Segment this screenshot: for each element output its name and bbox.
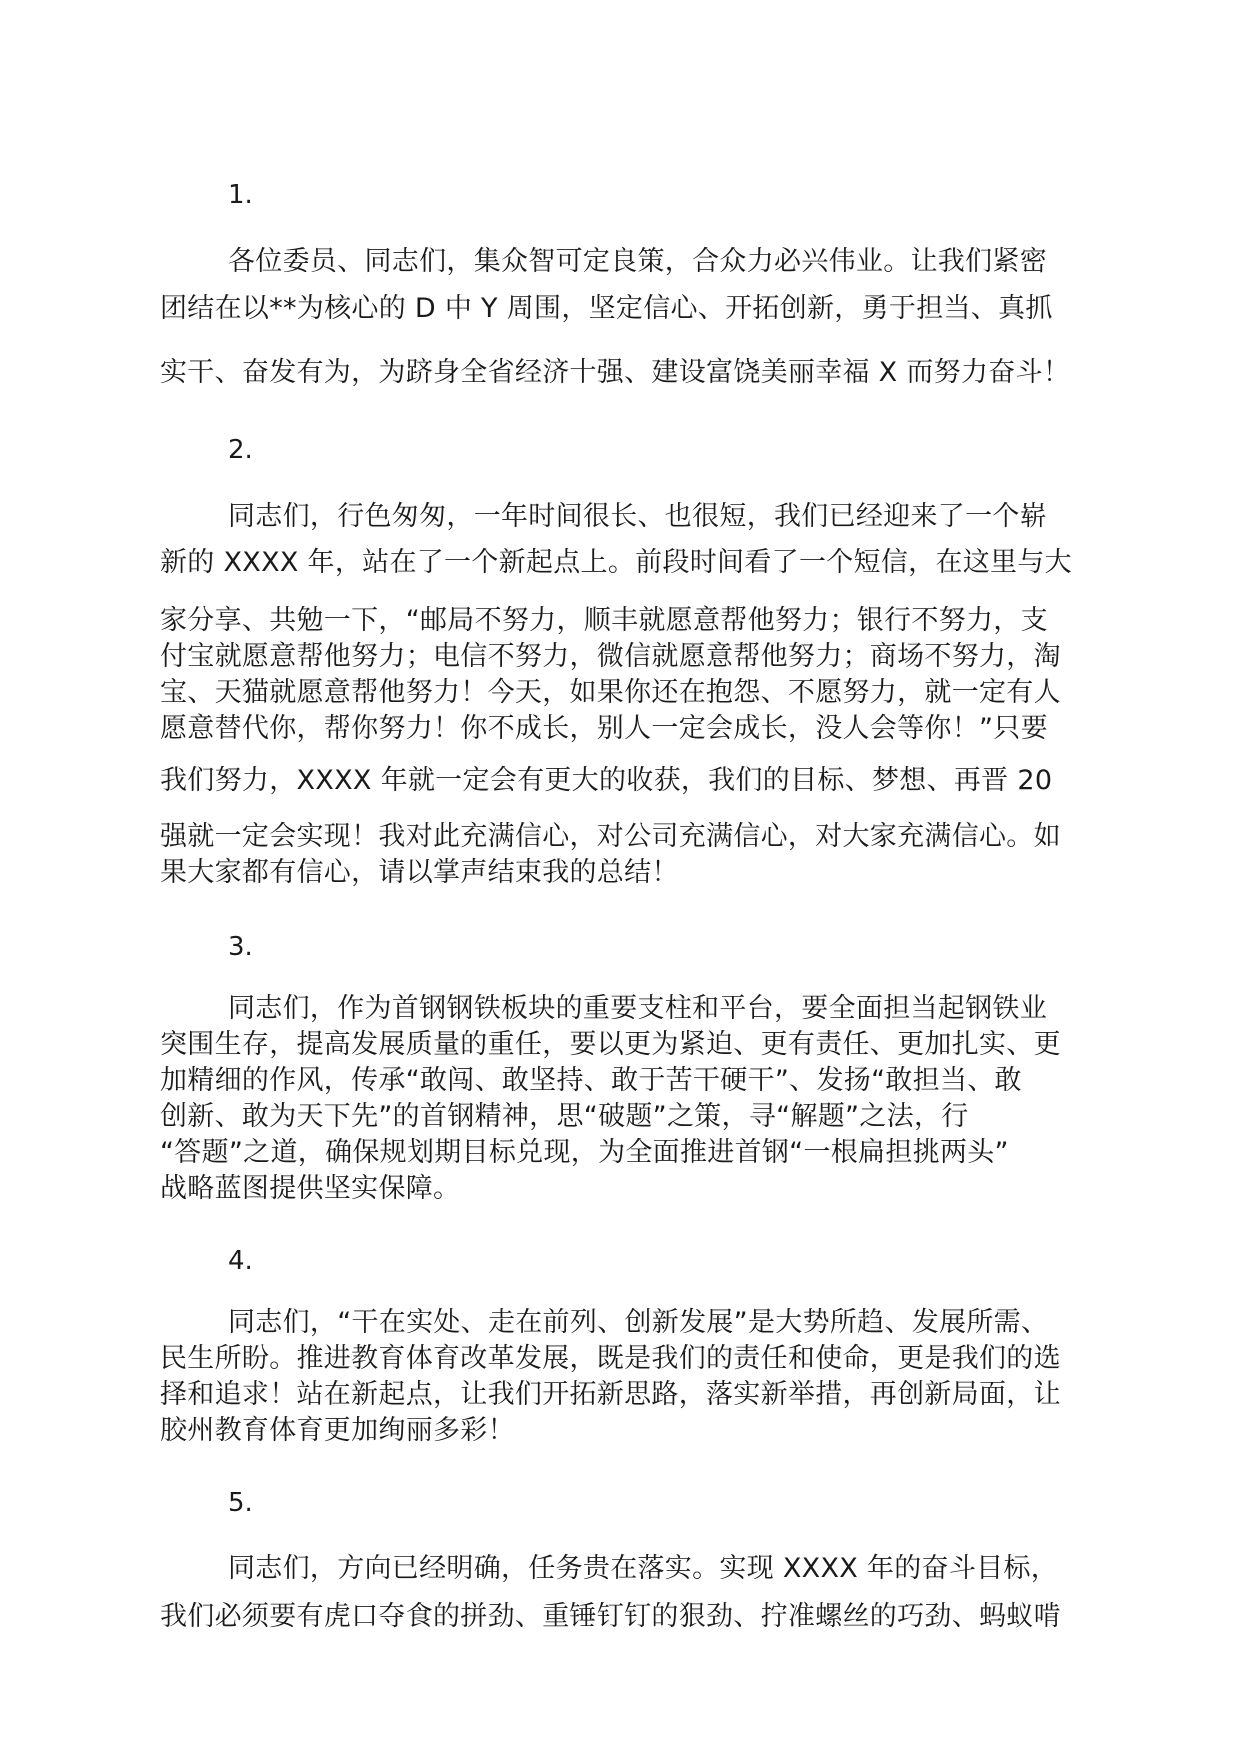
paragraph-line: 我们必须要有虎口夺食的拼劲、重锤钉钉的狠劲、拧准螺丝的巧劲、蚂蚁啃 xyxy=(160,1601,1061,1632)
section-number: 5. xyxy=(228,1488,253,1518)
paragraph-line: 战略蓝图提供坚实保障。 xyxy=(160,1173,461,1204)
paragraph-line: 同志们，行色匆匆，一年时间很长、也很短，我们已经迎来了一个崭 xyxy=(228,501,1047,532)
paragraph-line: 胶州教育体育更加绚丽多彩！ xyxy=(160,1415,515,1446)
section-number: 2. xyxy=(228,435,253,465)
paragraph-line: 择和追求！站在新起点，让我们开拓新思路，落实新举措，再创新局面，让 xyxy=(160,1379,1061,1410)
paragraph-line: 同志们，作为首钢钢铁板块的重要支柱和平台，要全面担当起钢铁业 xyxy=(228,993,1047,1024)
paragraph-line: 各位委员、同志们，集众智可定良策，合众力必兴伟业。让我们紧密 xyxy=(228,246,1047,277)
paragraph-line: 宝、天猫就愿意帮他努力！今天，如果你还在抱怨、不愿努力，就一定有人 xyxy=(160,677,1061,708)
paragraph-line: 愿意替代你，帮你努力！你不成长，别人一定会成长，没人会等你！”只要 xyxy=(160,713,1048,744)
paragraph-line: 新的 XXXX 年，站在了一个新起点上。前段时间看了一个短信，在这里与大 xyxy=(160,547,1072,578)
section-number: 1. xyxy=(228,180,253,210)
paragraph-line: 强就一定会实现！我对此充满信心，对公司充满信心，对大家充满信心。如 xyxy=(160,821,1061,852)
section-number: 3. xyxy=(228,932,253,962)
paragraph-line: 团结在以**为核心的 D 中 Y 周围，坚定信心、开拓创新，勇于担当、真抓 xyxy=(160,293,1053,324)
paragraph-line: 民生所盼。推进教育体育改革发展，既是我们的责任和使命，更是我们的选 xyxy=(160,1343,1061,1374)
section-number: 4. xyxy=(228,1246,253,1276)
paragraph-line: 创新、敢为天下先”的首钢精神，思“破题”之策，寻“解题”之法，行 xyxy=(160,1101,969,1132)
paragraph-line: 同志们，方向已经明确，任务贵在落实。实现 XXXX 年的奋斗目标， xyxy=(228,1553,1059,1584)
paragraph-line: 付宝就愿意帮他努力；电信不努力，微信就愿意帮他努力；商场不努力，淘 xyxy=(160,641,1061,672)
paragraph-line: 果大家都有信心，请以掌声结束我的总结！ xyxy=(160,857,679,888)
paragraph-line: 突围生存，提高发展质量的重任，要以更为紧迫、更有责任、更加扎实、更 xyxy=(160,1029,1061,1060)
paragraph-line: “答题”之道，确保规划期目标兑现，为全面推进首钢“一根扁担挑两头” xyxy=(160,1137,1009,1168)
paragraph-line: 我们努力，XXXX 年就一定会有更大的收获，我们的目标、梦想、再晋 20 xyxy=(160,765,1053,796)
paragraph-line: 加精细的作风，传承“敢闯、敢坚持、敢于苦干硬干”、发扬“敢担当、敢 xyxy=(160,1065,1022,1096)
paragraph-line: 同志们，“干在实处、走在前列、创新发展”是大势所趋、发展所需、 xyxy=(228,1307,1049,1338)
paragraph-line: 家分享、共勉一下，“邮局不努力，顺丰就愿意帮他努力；银行不努力，支 xyxy=(160,605,1048,636)
paragraph-line: 实干、奋发有为，为跻身全省经济十强、建设富饶美丽幸福 X 而努力奋斗！ xyxy=(160,357,1071,388)
